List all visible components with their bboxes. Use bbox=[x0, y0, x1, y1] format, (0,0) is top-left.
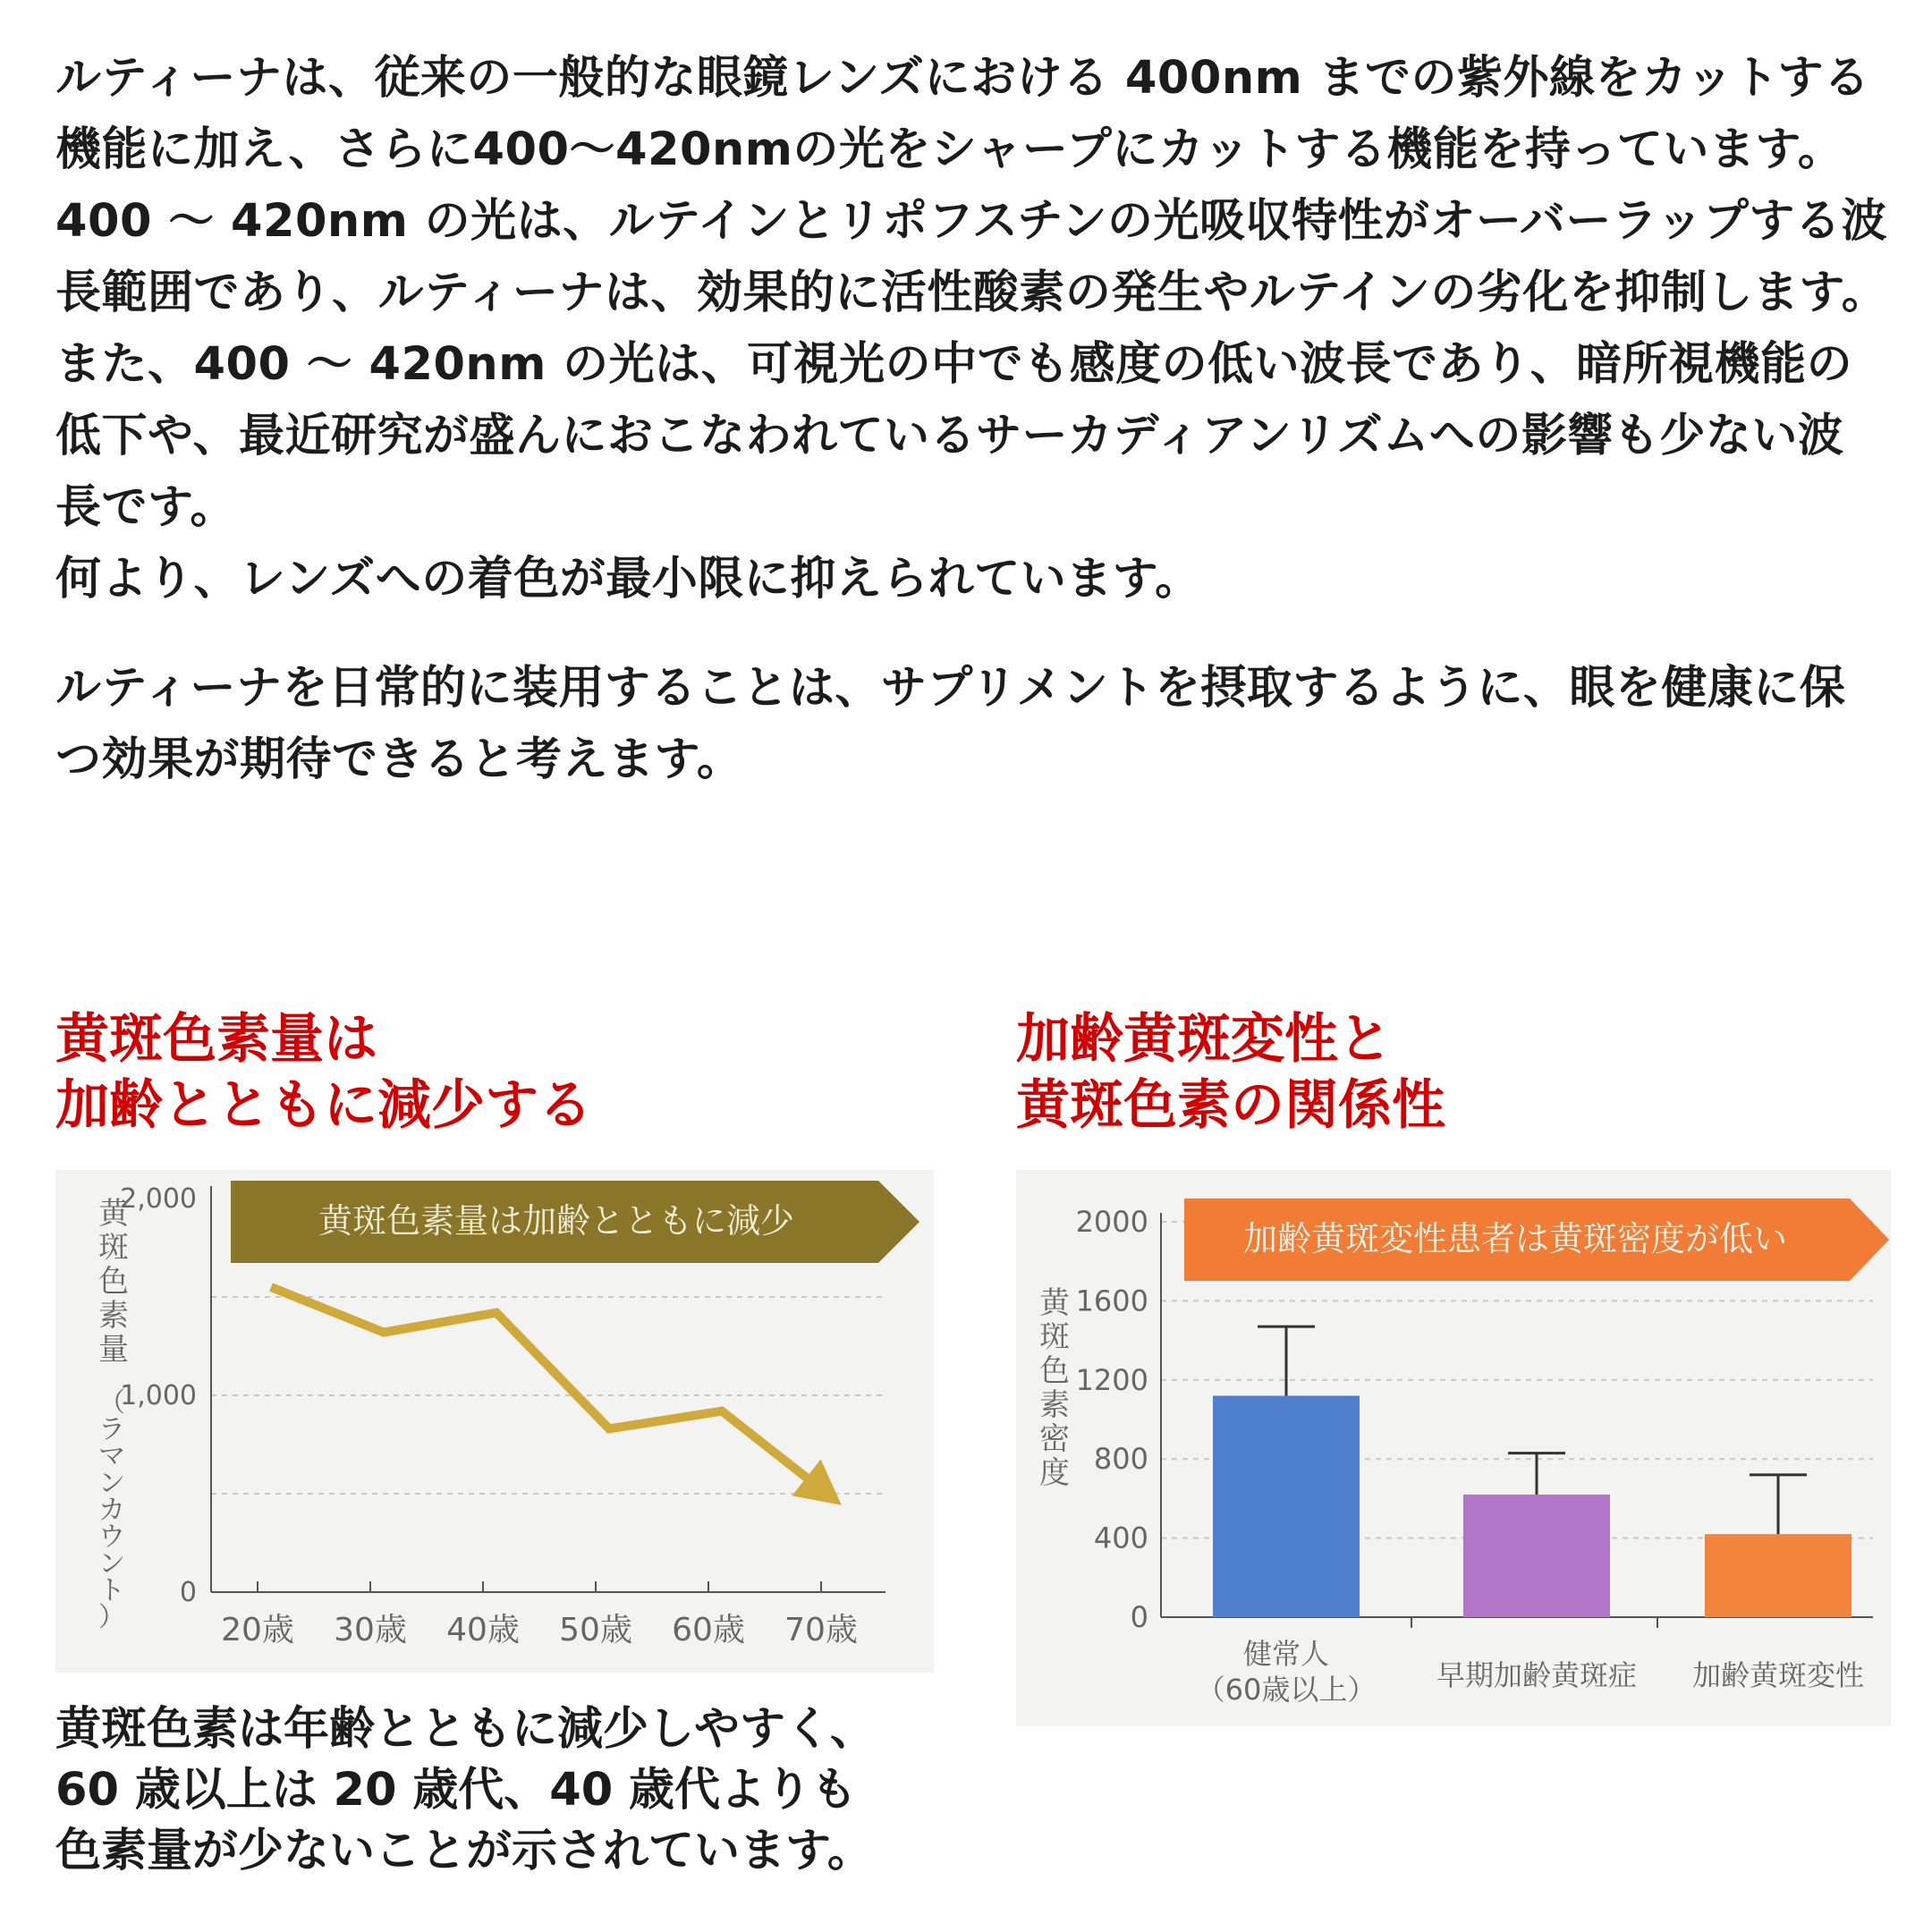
bar-chart-bar bbox=[1213, 1395, 1360, 1617]
intro-paragraph-1: ルティーナは、従来の一般的な眼鏡レンズにおける 400nm までの紫外線をカットする機能に加え、さらに400～420nmの光をシャープにカットする機能を持っています。 bbox=[55, 52, 1870, 176]
intro-paragraph-5: ルティーナを日常的に装用することは、サプリメントを摂取するように、眼を健康に保つ効果が期待できると考えます。 bbox=[55, 662, 1846, 786]
left-heading-line-2: 加齢とともに減少する bbox=[55, 1074, 592, 1137]
line-chart-y-tick-label: 1,000 bbox=[120, 1380, 197, 1411]
bar-chart-category-label: 健常人 bbox=[1242, 1637, 1330, 1671]
line-chart-y-tick-label: 0 bbox=[179, 1577, 197, 1608]
line-chart-x-tick-label: 70歳 bbox=[784, 1612, 858, 1648]
bar-chart-category-label: 早期加齢黄斑症 bbox=[1436, 1658, 1638, 1692]
bar-chart-category-label: （60歳以上） bbox=[1196, 1673, 1377, 1707]
bar-chart-y-tick-label: 0 bbox=[1130, 1600, 1148, 1634]
right-heading-line-1: 加齢黄斑変性と bbox=[1016, 1008, 1392, 1071]
bar-chart-y-tick-label: 1200 bbox=[1075, 1362, 1148, 1397]
left-caption bbox=[55, 1699, 950, 1882]
bar-chart-y-tick-label: 1600 bbox=[1075, 1284, 1148, 1318]
right-heading-line-2: 黄斑色素の関係性 bbox=[1016, 1074, 1445, 1137]
line-chart-x-tick-label: 40歳 bbox=[446, 1612, 520, 1648]
line-chart-arrowhead bbox=[792, 1459, 841, 1504]
bar-chart-bar bbox=[1705, 1534, 1852, 1617]
left-caption-line-3: 色素量が少ないことが示されています。 bbox=[55, 1825, 873, 1877]
line-chart-y-label-unit: （ラマンカウント） bbox=[98, 1387, 125, 1633]
bar-chart-y-tick-label: 800 bbox=[1093, 1442, 1148, 1477]
bar-chart-y-tick-label: 2000 bbox=[1075, 1205, 1148, 1239]
line-chart-y-label: 黄斑色素量 bbox=[98, 1196, 129, 1368]
bar-chart-y-tick-label: 400 bbox=[1093, 1521, 1148, 1555]
bar-chart-category-label: 加齢黄斑変性 bbox=[1691, 1658, 1865, 1692]
left-heading-line-1: 黄斑色素量は bbox=[55, 1008, 377, 1071]
line-chart-series-line bbox=[271, 1287, 807, 1478]
bar-chart bbox=[1016, 1170, 1891, 1726]
right-heading bbox=[1016, 1006, 1445, 1139]
left-caption-line-1: 黄斑色素は年齢とともに減少しやすく、 bbox=[55, 1703, 876, 1756]
left-heading bbox=[55, 1006, 592, 1139]
bar-chart-y-label: 黄斑色素密度 bbox=[1039, 1285, 1070, 1491]
line-chart bbox=[55, 1170, 934, 1673]
bar-chart-panel bbox=[1016, 1170, 1891, 1726]
line-chart-x-tick-label: 30歳 bbox=[334, 1612, 407, 1648]
intro-paragraph-3: また、400 ～ 420nm の光は、可視光の中でも感度の低い波長であり、暗所視機能の低下や、最近研究が盛んにおこなわれているサーカディアンリズムへの影響も少ない波長です。 bbox=[55, 338, 1853, 534]
bar-chart-banner-text: 加齢黄斑変性患者は黄斑密度が低い bbox=[1242, 1219, 1788, 1258]
line-chart-x-tick-label: 20歳 bbox=[221, 1612, 294, 1648]
bar-chart-bar bbox=[1463, 1495, 1610, 1617]
line-chart-panel bbox=[55, 1170, 934, 1673]
line-chart-x-tick-label: 50歳 bbox=[559, 1612, 632, 1648]
intro-paragraph-4: 何より、レンズへの着色が最小限に抑えられています。 bbox=[55, 553, 1201, 606]
line-chart-x-tick-label: 60歳 bbox=[672, 1612, 745, 1648]
left-caption-line-2: 60 歳以上は 20 歳代、40 歳代よりも bbox=[55, 1764, 857, 1817]
line-chart-y-tick-label: 2,000 bbox=[120, 1183, 197, 1215]
line-chart-banner-text: 黄斑色素量は加齢とともに減少 bbox=[318, 1201, 795, 1241]
intro-paragraph-2: 400 ～ 420nm の光は、ルテインとリポフスチンの光吸収特性がオーバーラップする波長範囲であり、ルティーナは、効果的に活性酸素の発生やルテインの劣化を抑制します。 bbox=[55, 195, 1888, 319]
intro-text bbox=[55, 43, 1889, 796]
